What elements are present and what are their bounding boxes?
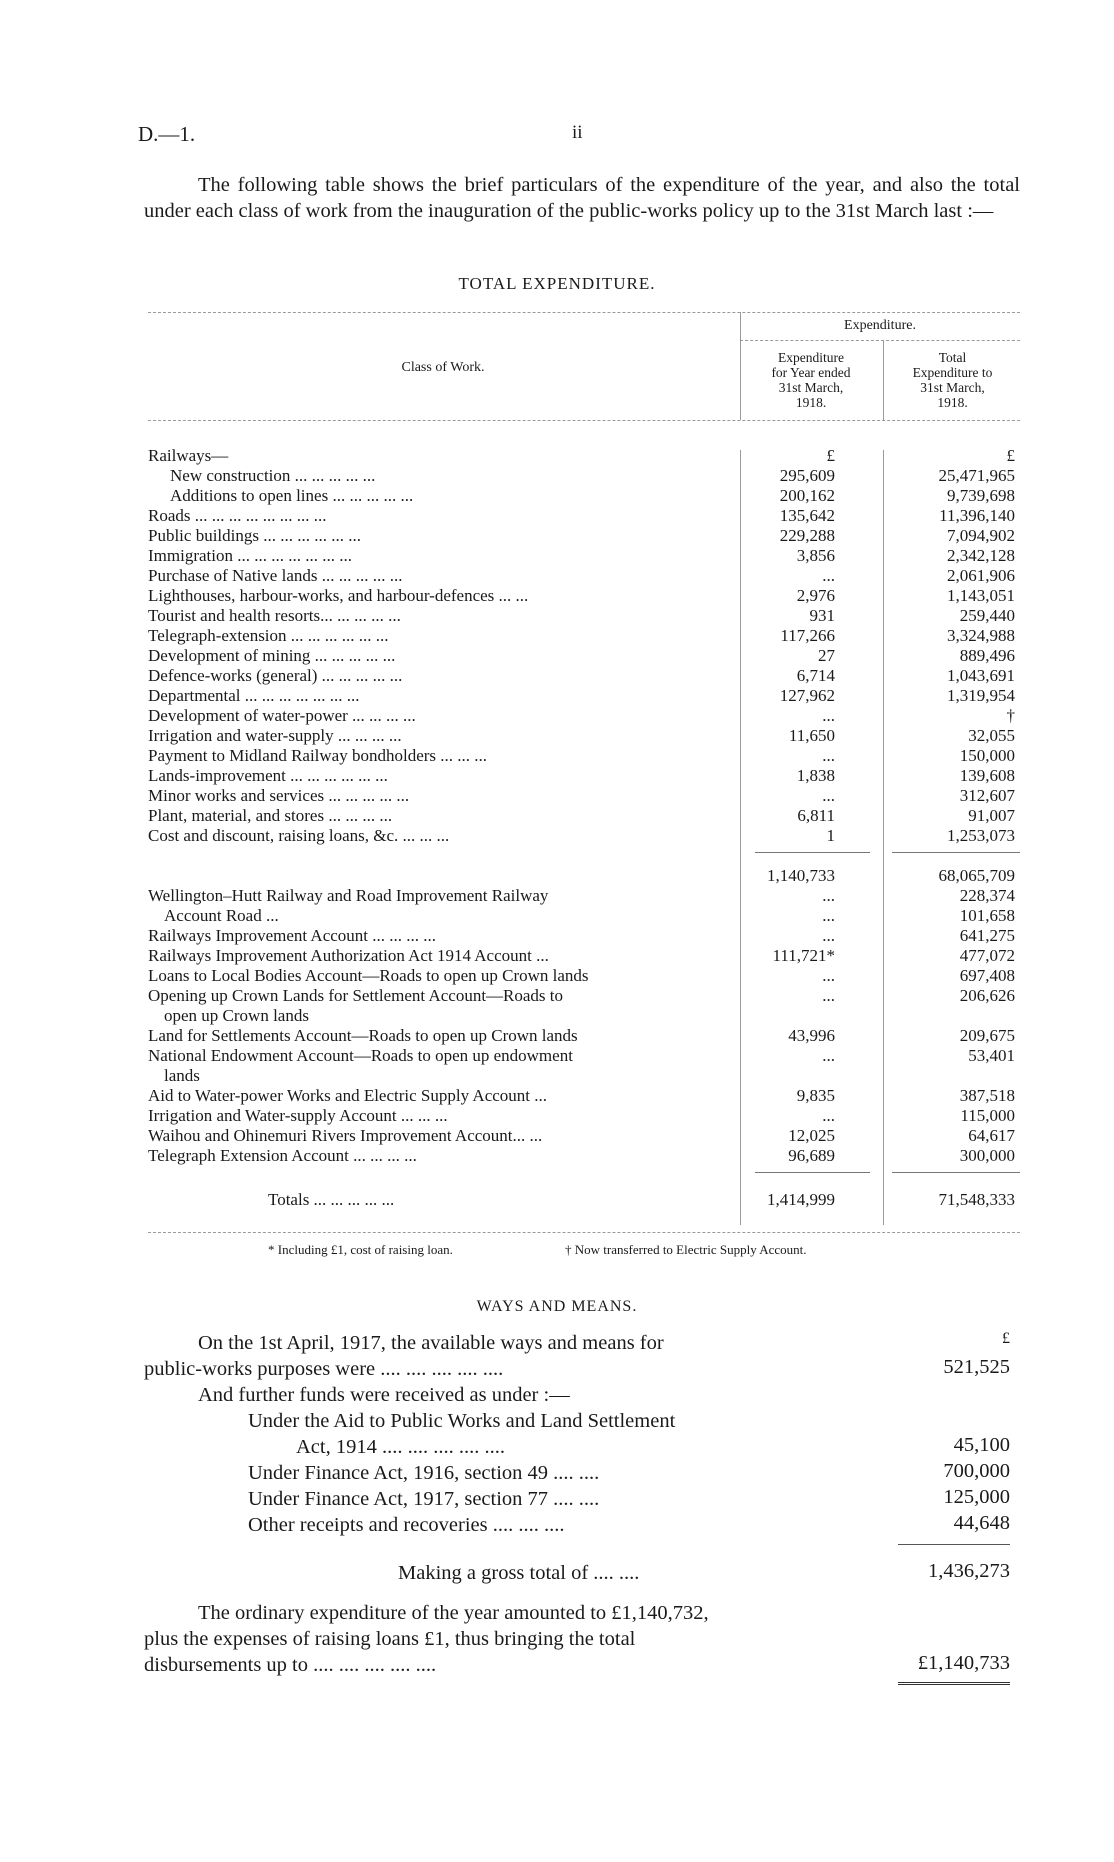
row-label: Departmental ... ... ... ... ... ... ... (148, 686, 360, 705)
row-total: 206,626 (959, 986, 1015, 1005)
row-label: Waihou and Ohinemuri Rivers Improvement Account... ... (148, 1126, 543, 1145)
subtotal-rule (892, 852, 1020, 853)
ways-line: disbursements up to .... .... .... .... .... (144, 1654, 437, 1676)
row-year: ... (822, 746, 835, 765)
row-label: Irrigation and Water-supply Account ... ... ... (148, 1106, 448, 1125)
col2-header-line: 1918. (937, 395, 968, 410)
row-label: Railways— (148, 446, 229, 465)
row-year: ... (822, 1106, 835, 1125)
ways-currency: £ (1002, 1330, 1010, 1347)
row-year: ... (822, 706, 835, 725)
row-total: 64,617 (968, 1126, 1015, 1145)
subtotal-total: 68,065,709 (938, 866, 1015, 885)
table-row (148, 946, 1020, 966)
row-label: open up Crown lands (164, 1006, 309, 1025)
row-label: Purchase of Native lands ... ... ... ... ... (148, 566, 403, 585)
table-row (148, 646, 1020, 666)
row-total: 115,000 (960, 1106, 1015, 1125)
ways-amount: 700,000 (943, 1460, 1010, 1482)
table-row (148, 706, 1020, 726)
totals-label: Totals ... ... ... ... ... (268, 1190, 395, 1209)
row-total: 889,496 (959, 646, 1015, 665)
totals-total: 71,548,333 (938, 1190, 1015, 1209)
table-row (148, 826, 1020, 846)
row-year: 6,714 (796, 666, 835, 685)
table-row (148, 586, 1020, 606)
row-year: 229,288 (779, 526, 835, 545)
row-label: New construction ... ... ... ... ... (170, 466, 376, 485)
table-row (148, 446, 1020, 466)
row-label: Lighthouses, harbour-works, and harbour-defences ... ... (148, 586, 529, 605)
row-year: 27 (818, 646, 835, 665)
ways-line: plus the expenses of raising loans £1, thus bringing the total (144, 1628, 636, 1650)
row-year: 931 (809, 606, 835, 625)
row-total: 91,007 (968, 806, 1015, 825)
row-label: Aid to Water-power Works and Electric Supply Account ... (148, 1086, 548, 1105)
row-label: Railways Improvement Account ... ... ... ... (148, 926, 437, 945)
row-year: ... (822, 1046, 835, 1065)
header-divider-2 (883, 340, 884, 420)
table-row (148, 806, 1020, 826)
row-total: 11,396,140 (939, 506, 1015, 525)
ways-line: Under Finance Act, 1916, section 49 .... .... (248, 1462, 600, 1484)
row-total: 641,275 (959, 926, 1015, 945)
row-label: Irrigation and water-supply ... ... ... ... (148, 726, 402, 745)
row-label: Wellington–Hutt Railway and Road Improvement Railway (148, 886, 549, 905)
row-label: Loans to Local Bodies Account—Roads to open up Crown lands (148, 966, 589, 985)
row-year: 1 (826, 826, 835, 845)
table-row (148, 986, 1020, 1006)
row-year: 1,838 (796, 766, 835, 785)
row-label: Defence-works (general) ... ... ... ... ... (148, 666, 403, 685)
table-row (148, 606, 1020, 626)
table-row (148, 1086, 1020, 1106)
ways-line: Under Finance Act, 1917, section 77 .... .... (248, 1488, 600, 1510)
row-total: 150,000 (959, 746, 1015, 765)
ways-line: Under the Aid to Public Works and Land Settlement (248, 1410, 676, 1432)
row-year: ... (822, 566, 835, 585)
row-total: 259,440 (959, 606, 1015, 625)
table-row (148, 1126, 1020, 1146)
ways-amount: 1,436,273 (928, 1560, 1010, 1582)
page-number: ii (572, 122, 583, 143)
row-total: 300,000 (959, 1146, 1015, 1165)
ways-line: Act, 1914 .... .... .... .... .... (296, 1436, 505, 1458)
group-header: Expenditure. (844, 318, 916, 333)
table-row (148, 766, 1020, 786)
row-label: Public buildings ... ... ... ... ... ... (148, 526, 361, 545)
col1-header-line: Expenditure (778, 350, 844, 365)
table-row (148, 666, 1020, 686)
row-total: 1,319,954 (947, 686, 1015, 705)
row-label: Telegraph-extension ... ... ... ... ... ... (148, 626, 389, 645)
row-label: Payment to Midland Railway bondholders ... ... ... (148, 746, 488, 765)
table-row (148, 1006, 1020, 1026)
ways-line: The ordinary expenditure of the year amounted to £1,140,732, (198, 1602, 709, 1624)
row-total: 25,471,965 (938, 466, 1015, 485)
table-row (148, 1066, 1020, 1086)
ways-amount: 44,648 (953, 1512, 1010, 1534)
ways-line: On the 1st April, 1917, the available ways and means for (198, 1332, 664, 1354)
row-total: 209,675 (959, 1026, 1015, 1045)
table-row (148, 786, 1020, 806)
ways-line: public-works purposes were .... .... .... .... .... (144, 1358, 504, 1380)
final-double-rule (898, 1682, 1010, 1687)
col1-header (742, 350, 880, 410)
ways-line: And further funds were received as under :— (198, 1384, 570, 1406)
row-total: 2,342,128 (947, 546, 1015, 565)
intro-paragraph: The following table shows the brief particulars of the expenditure of the year, and also the total under each class of work from the inauguration of the public-works policy up to the 31st March last :— (144, 174, 1020, 222)
ways-amount: £1,140,733 (917, 1652, 1010, 1674)
row-year: ... (822, 986, 835, 1005)
table-row (148, 486, 1020, 506)
row-year: ... (822, 886, 835, 905)
row-year: 111,721* (772, 946, 835, 965)
table-row (148, 1046, 1020, 1066)
row-label: Railways Improvement Authorization Act 1914 Account ... (148, 946, 549, 965)
table-row (148, 886, 1020, 906)
row-year: 295,609 (779, 466, 835, 485)
row-label: National Endowment Account—Roads to open up endowment (148, 1046, 573, 1065)
gross-total-rule (898, 1544, 1010, 1545)
table-row (148, 506, 1020, 526)
row-year: 12,025 (788, 1126, 835, 1145)
footnote-transfer: † Now transferred to Electric Supply Account. (565, 1242, 807, 1257)
row-label: Account Road ... (164, 906, 279, 925)
subtotal-row (148, 866, 1020, 886)
col1-header-line: 31st March, (778, 380, 844, 395)
subtotal-year: 1,140,733 (767, 866, 835, 885)
currency-symbol: £ (1006, 446, 1015, 465)
table-row (148, 726, 1020, 746)
row-total: 2,061,906 (947, 566, 1015, 585)
table-top-rule (148, 312, 1020, 313)
row-year: 135,642 (779, 506, 835, 525)
table-bottom-rule (148, 1232, 1020, 1233)
row-total: 387,518 (959, 1086, 1015, 1105)
row-label: Roads ... ... ... ... ... ... ... ... (148, 506, 327, 525)
col1-header-line: 1918. (795, 395, 827, 410)
ways-line: Other receipts and recoveries .... .... .... (248, 1514, 565, 1536)
ways-means-title: WAYS AND MEANS. (476, 1298, 638, 1315)
row-year: 2,976 (796, 586, 835, 605)
row-year: ... (822, 906, 835, 925)
row-year: 11,650 (788, 726, 835, 745)
row-year: 127,962 (779, 686, 835, 705)
subtotal-rule (755, 852, 870, 853)
table-row (148, 746, 1020, 766)
row-label: Lands-improvement ... ... ... ... ... ... (148, 766, 388, 785)
row-label: lands (164, 1066, 200, 1085)
table-row (148, 466, 1020, 486)
table-row (148, 626, 1020, 646)
row-year: 96,689 (788, 1146, 835, 1165)
ways-amount: 125,000 (943, 1486, 1010, 1508)
ways-amount: 521,525 (943, 1356, 1010, 1378)
table-row (148, 566, 1020, 586)
class-header: Class of Work. (401, 360, 485, 375)
row-total: 312,607 (959, 786, 1015, 805)
row-label: Opening up Crown Lands for Settlement Account—Roads to (148, 986, 564, 1005)
col2-header-line: 31st March, (920, 380, 985, 395)
row-label: Plant, material, and stores ... ... ... ... (148, 806, 393, 825)
totals-row (148, 1190, 1020, 1210)
row-label: Telegraph Extension Account ... ... ... ... (148, 1146, 417, 1165)
row-total: 697,408 (959, 966, 1015, 985)
header-bottom-rule (148, 420, 1020, 421)
row-total: † (1006, 706, 1015, 725)
table-row (148, 1026, 1020, 1046)
row-label: Cost and discount, raising loans, &c. ... ... ... (148, 826, 450, 845)
table-row (148, 966, 1020, 986)
row-label: Land for Settlements Account—Roads to open up Crown lands (148, 1026, 578, 1045)
row-total: 1,253,073 (947, 826, 1015, 845)
col1-header-line: for Year ended (771, 365, 851, 380)
row-total: 32,055 (968, 726, 1015, 745)
table-row (148, 1146, 1020, 1166)
row-year: 9,835 (796, 1086, 835, 1105)
row-total: 1,143,051 (947, 586, 1015, 605)
row-label: Development of water-power ... ... ... ... (148, 706, 416, 725)
ways-line: Making a gross total of .... .... (398, 1562, 640, 1584)
row-year: 6,811 (797, 806, 835, 825)
table-row (148, 686, 1020, 706)
row-total: 139,608 (959, 766, 1015, 785)
row-year: ... (822, 786, 835, 805)
table-row (148, 526, 1020, 546)
totals-year: 1,414,999 (767, 1190, 835, 1209)
col2-header (885, 350, 1020, 410)
row-year: 3,856 (796, 546, 835, 565)
col2-header-line: Total (938, 350, 967, 365)
row-label: Immigration ... ... ... ... ... ... ... (148, 546, 352, 565)
row-total: 1,043,691 (947, 666, 1015, 685)
table-row (148, 906, 1020, 926)
footnote-loan: * Including £1, cost of raising loan. (268, 1242, 453, 1257)
row-total: 7,094,902 (947, 526, 1015, 545)
ways-amount: 45,100 (953, 1434, 1010, 1456)
group-rule (740, 340, 1020, 341)
col2-header-line: Expenditure to (912, 365, 993, 380)
table-row (148, 1106, 1020, 1126)
row-label: Minor works and services ... ... ... ... ... (148, 786, 410, 805)
currency-symbol: £ (826, 446, 835, 465)
row-total: 9,739,698 (947, 486, 1015, 505)
totals-rule (892, 1172, 1020, 1173)
table-row (148, 926, 1020, 946)
row-label: Development of mining ... ... ... ... ... (148, 646, 396, 665)
row-year: ... (822, 966, 835, 985)
row-year: 200,162 (779, 486, 835, 505)
row-year: 43,996 (788, 1026, 835, 1045)
row-total: 53,401 (968, 1046, 1015, 1065)
document-reference: D.—1. (138, 122, 196, 146)
table-title: TOTAL EXPENDITURE. (458, 274, 656, 293)
row-label: Additions to open lines ... ... ... ... ... (170, 486, 414, 505)
row-total: 3,324,988 (947, 626, 1015, 645)
row-total: 477,072 (959, 946, 1015, 965)
row-label: Tourist and health resorts... ... ... ... ... (148, 606, 401, 625)
row-total: 101,658 (959, 906, 1015, 925)
row-year: 117,266 (780, 626, 835, 645)
row-year: ... (822, 926, 835, 945)
row-total: 228,374 (959, 886, 1015, 905)
totals-rule (755, 1172, 870, 1173)
table-row (148, 546, 1020, 566)
